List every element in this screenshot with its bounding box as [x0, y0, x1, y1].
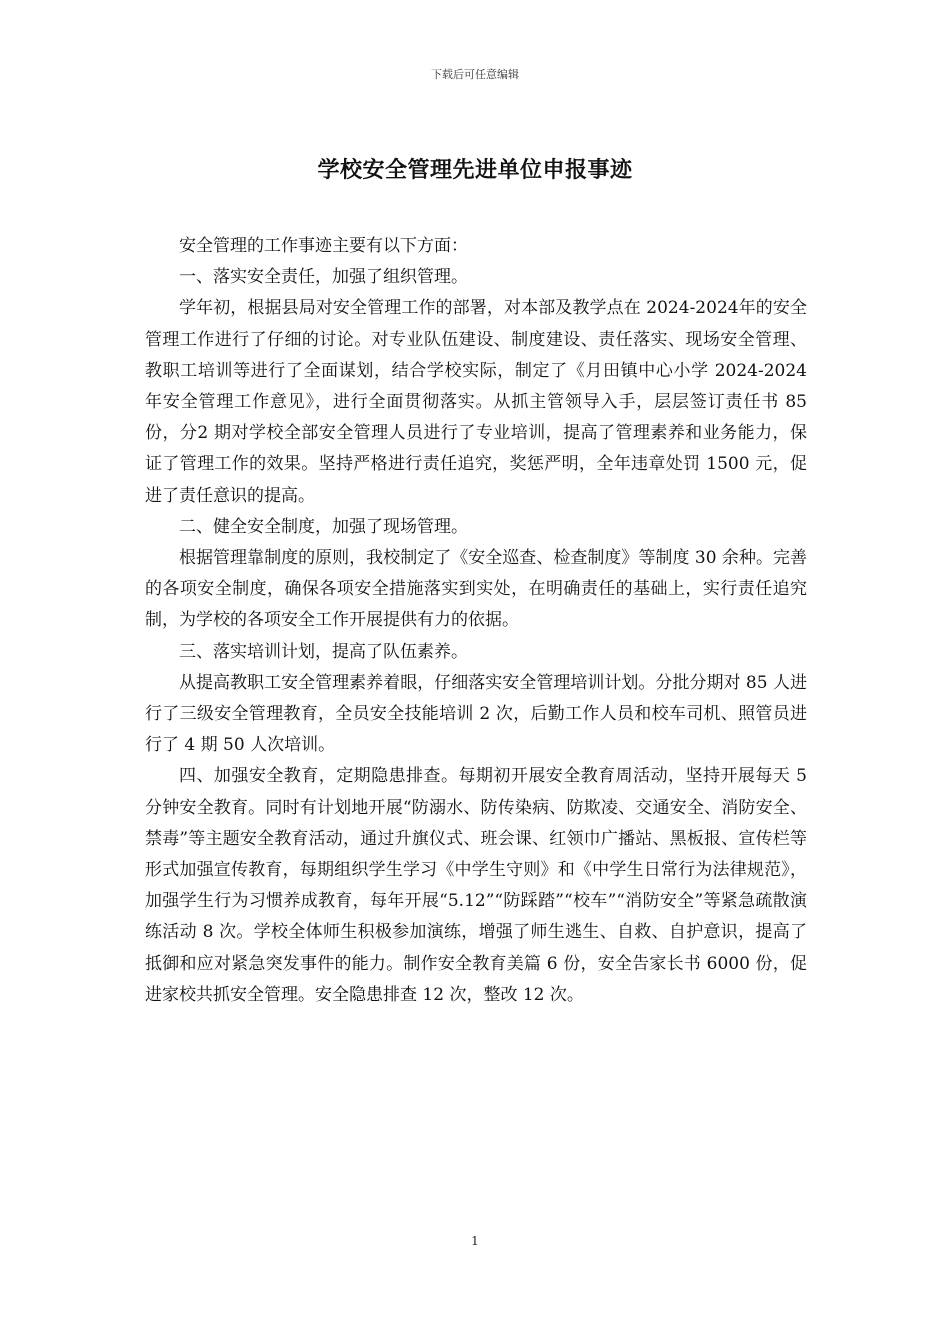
- header-note: 下载后可任意编辑: [431, 68, 519, 81]
- paragraph-section-1: 学年初，根据县局对安全管理工作的部署，对本部及教学点在 2024-2024年的安全管理工作进行了仔细的讨论。对专业队伍建设、制度建设、责任落实、现场安全管理、教职工培训等进行了全面谋划，结合学校实际，制定了《月田镇中心小学 2024-2024 年安全管理工作意见》，进行全面贯彻落实。从抓主管领导入手，层层签订责任书 85 份，分2 期对学校全部安全管理人员进行了专业培训，提高了管理素养和业务能力，保证了管理工作的效果。坚持严格进行责任追究，奖惩严明，全年违章处罚 1500 元，促进了责任意识的提高。: [145, 298, 807, 506]
- document-title: 学校安全管理先进单位申报事迹: [317, 157, 633, 183]
- paragraph-section-3: 从提高教职工安全管理素养着眼，仔细落实安全管理培训计划。分批分期对 85 人进行了三级安全管理教育，全员安全技能培训 2 次，后勤工作人员和校车司机、照管员进行了 4 期 50 人次培训。: [145, 672, 807, 756]
- document-body: [145, 231, 807, 1011]
- section-heading-2: 二、健全安全制度，加强了现场管理。: [179, 516, 468, 537]
- page-number: 1: [471, 1234, 479, 1248]
- section-heading-3: 三、落实培训计划，提高了队伍素养。: [179, 641, 468, 662]
- paragraph-section-4: 四、加强安全教育，定期隐患排查。每期初开展安全教育周活动，坚持开展每天 5 分钟安全教育。同时有计划地开展“防溺水、防传染病、防欺凌、交通安全、消防安全、禁毒”等主题安全教育活动，通过升旗仪式、班会课、红领巾广播站、黑板报、宣传栏等形式加强宣传教育，每期组织学生学习《中学生守则》和《中学生日常行为法律规范》，加强学生行为习惯养成教育，每年开展“5.12”“防踩踏”“校车”“消防安全”等紧急疏散演练活动 8 次。学校全体师生积极参加演练，增强了师生逃生、自救、自护意识，提高了抵御和应对紧急突发事件的能力。制作安全教育美篇 6 份，安全告家长书 6000 份，促进家校共抓安全管理。安全隐患排查 12 次，整改 12 次。: [145, 766, 807, 1005]
- paragraph-section-2: 根据管理靠制度的原则，我校制定了《安全巡查、检查制度》等制度 30 余种。完善的各项安全制度，确保各项安全措施落实到实处，在明确责任的基础上，实行责任追究制，为学校的各项安全工作开展提供有力的依据。: [145, 548, 807, 631]
- paragraph-intro: 安全管理的工作事迹主要有以下方面：: [179, 236, 468, 256]
- section-heading-1: 一、落实安全责任，加强了组织管理。: [179, 267, 468, 288]
